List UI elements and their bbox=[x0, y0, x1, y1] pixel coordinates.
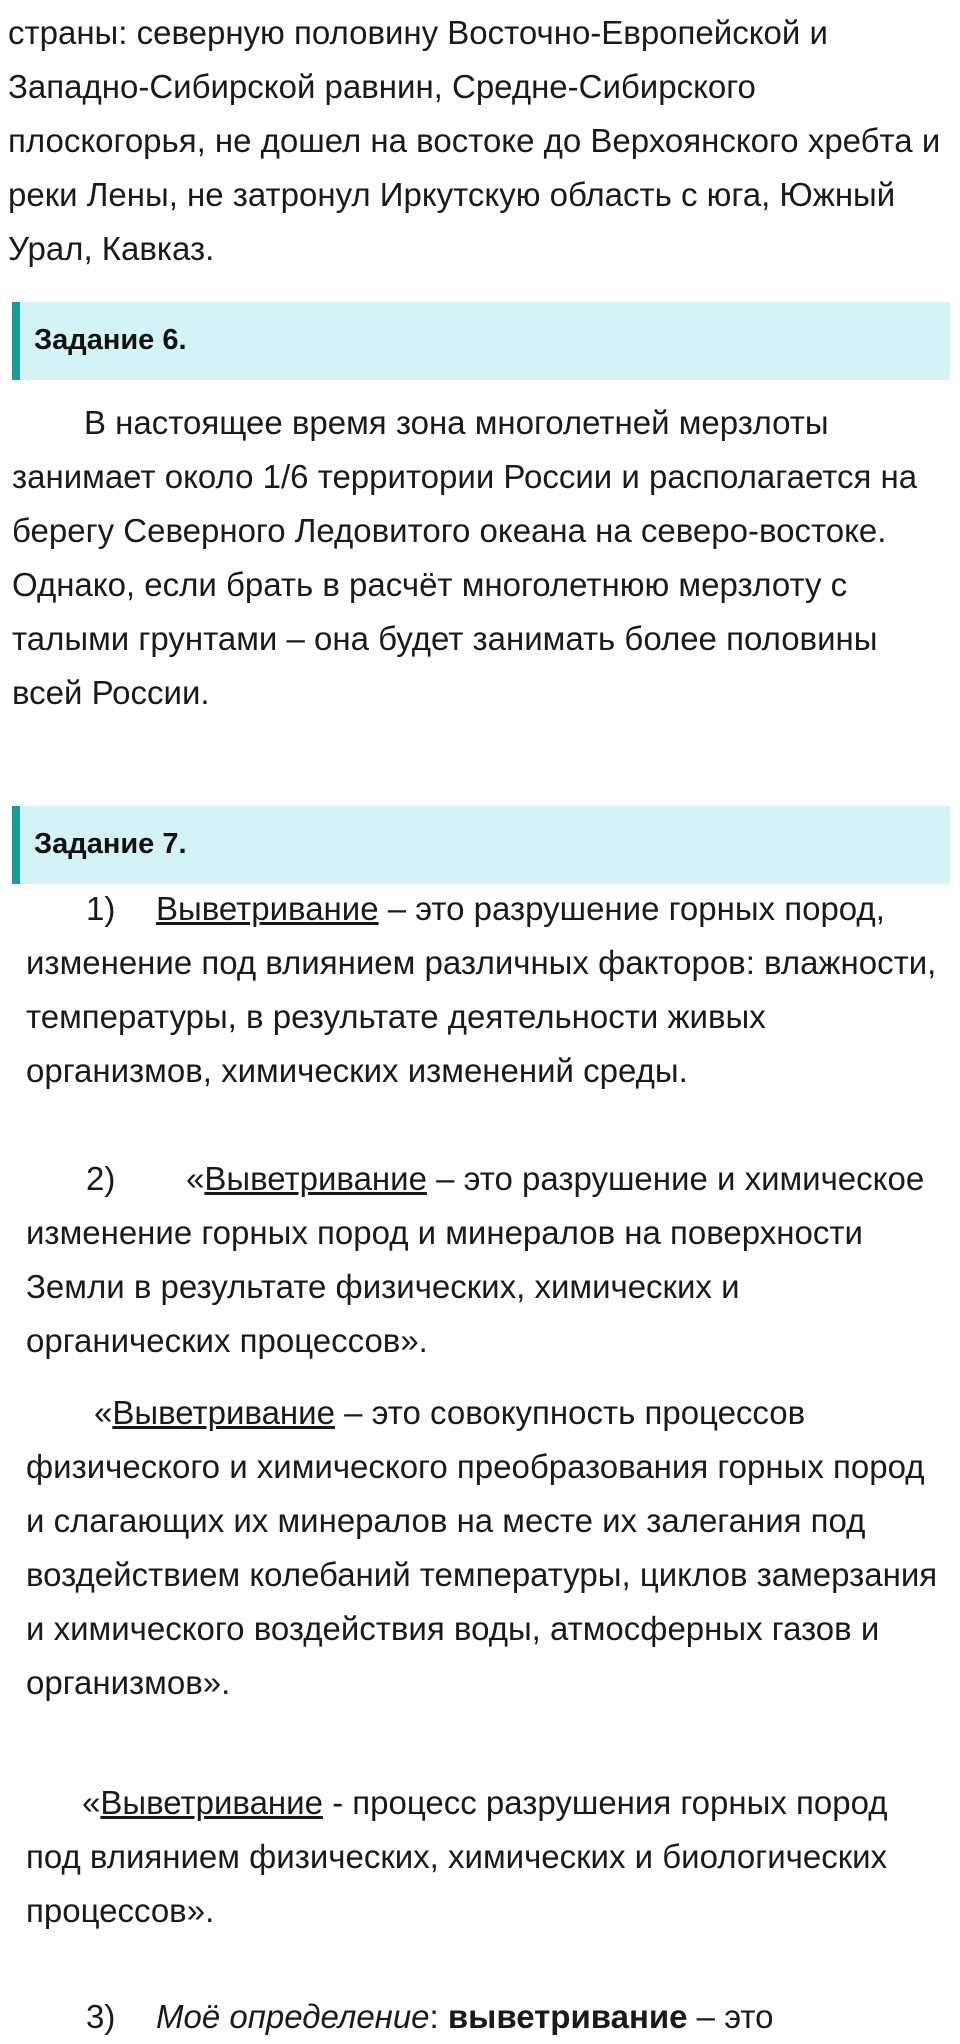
item-number: 3) bbox=[86, 1998, 116, 2035]
colon: : bbox=[429, 1998, 448, 2035]
definition-text: – это совокупность процессов физического и химического преобразования горных пород и слагающих их минералов на месте их залегания под воздействием колебаний температуры, циклов замерзания и химического воздействия воды, атмосферных газов и организмов». bbox=[26, 1394, 938, 1701]
task-7-header bbox=[12, 806, 950, 884]
term-bold: выветривание bbox=[447, 1998, 688, 2035]
item-number: 1) bbox=[86, 890, 116, 927]
term-underlined: Выветривание bbox=[204, 1160, 427, 1197]
open-quote: « bbox=[82, 1784, 101, 1821]
item-number: 2) bbox=[86, 1160, 116, 1197]
term-underlined: Выветривание bbox=[112, 1394, 335, 1431]
task-6-text: В настоящее время зона многолетней мерзлоты занимает около 1/6 территории России и располагается на берегу Северного Ледовитого океана на северо-востоке. Однако, если брать в расчёт многолетнюю мерзлоту с талыми грунтами – она будет занимать более половины всей России. bbox=[12, 404, 918, 711]
my-definition-label: Моё определение bbox=[156, 1998, 430, 2035]
definition-item-2 bbox=[26, 1152, 951, 1368]
intro-paragraph: страны: северную половину Восточно-Европейской и Западно-Сибирской равнин, Средне-Сибирского плоскогорья, не дошел на востоке до Верхоянского хребта и реки Лены, не затронул Иркутскую область с юга, Южный Урал, Кавказ. bbox=[8, 14, 941, 267]
term-underlined: Выветривание bbox=[100, 1784, 323, 1821]
task-6-title: Задание 6. bbox=[34, 324, 187, 356]
open-quote: « bbox=[186, 1160, 205, 1197]
definition-text: - процесс разрушения горных пород под влиянием физических, химических и биологических процессов». bbox=[26, 1784, 888, 1929]
task-6-header bbox=[12, 302, 950, 380]
task-7-title: Задание 7. bbox=[34, 828, 187, 860]
task-6-paragraph bbox=[12, 396, 952, 720]
definition-text: – это разрушение и химическое изменение горных пород и минералов на поверхности Земли в результате физических, химических и органических процессов». bbox=[26, 1160, 925, 1359]
definition-item-1 bbox=[26, 882, 951, 1098]
definition-text: – это bbox=[687, 1998, 774, 2035]
term-underlined: Выветривание bbox=[156, 890, 379, 927]
definition-quote-2 bbox=[26, 1776, 951, 1938]
definition-quote-1 bbox=[26, 1386, 951, 1710]
definition-text: – это разрушение горных пород, изменение под влиянием различных факторов: влажности, температуры, в результате деятельности живых организмов, химических изменений среды. bbox=[26, 890, 937, 1089]
open-quote: « bbox=[94, 1394, 113, 1431]
